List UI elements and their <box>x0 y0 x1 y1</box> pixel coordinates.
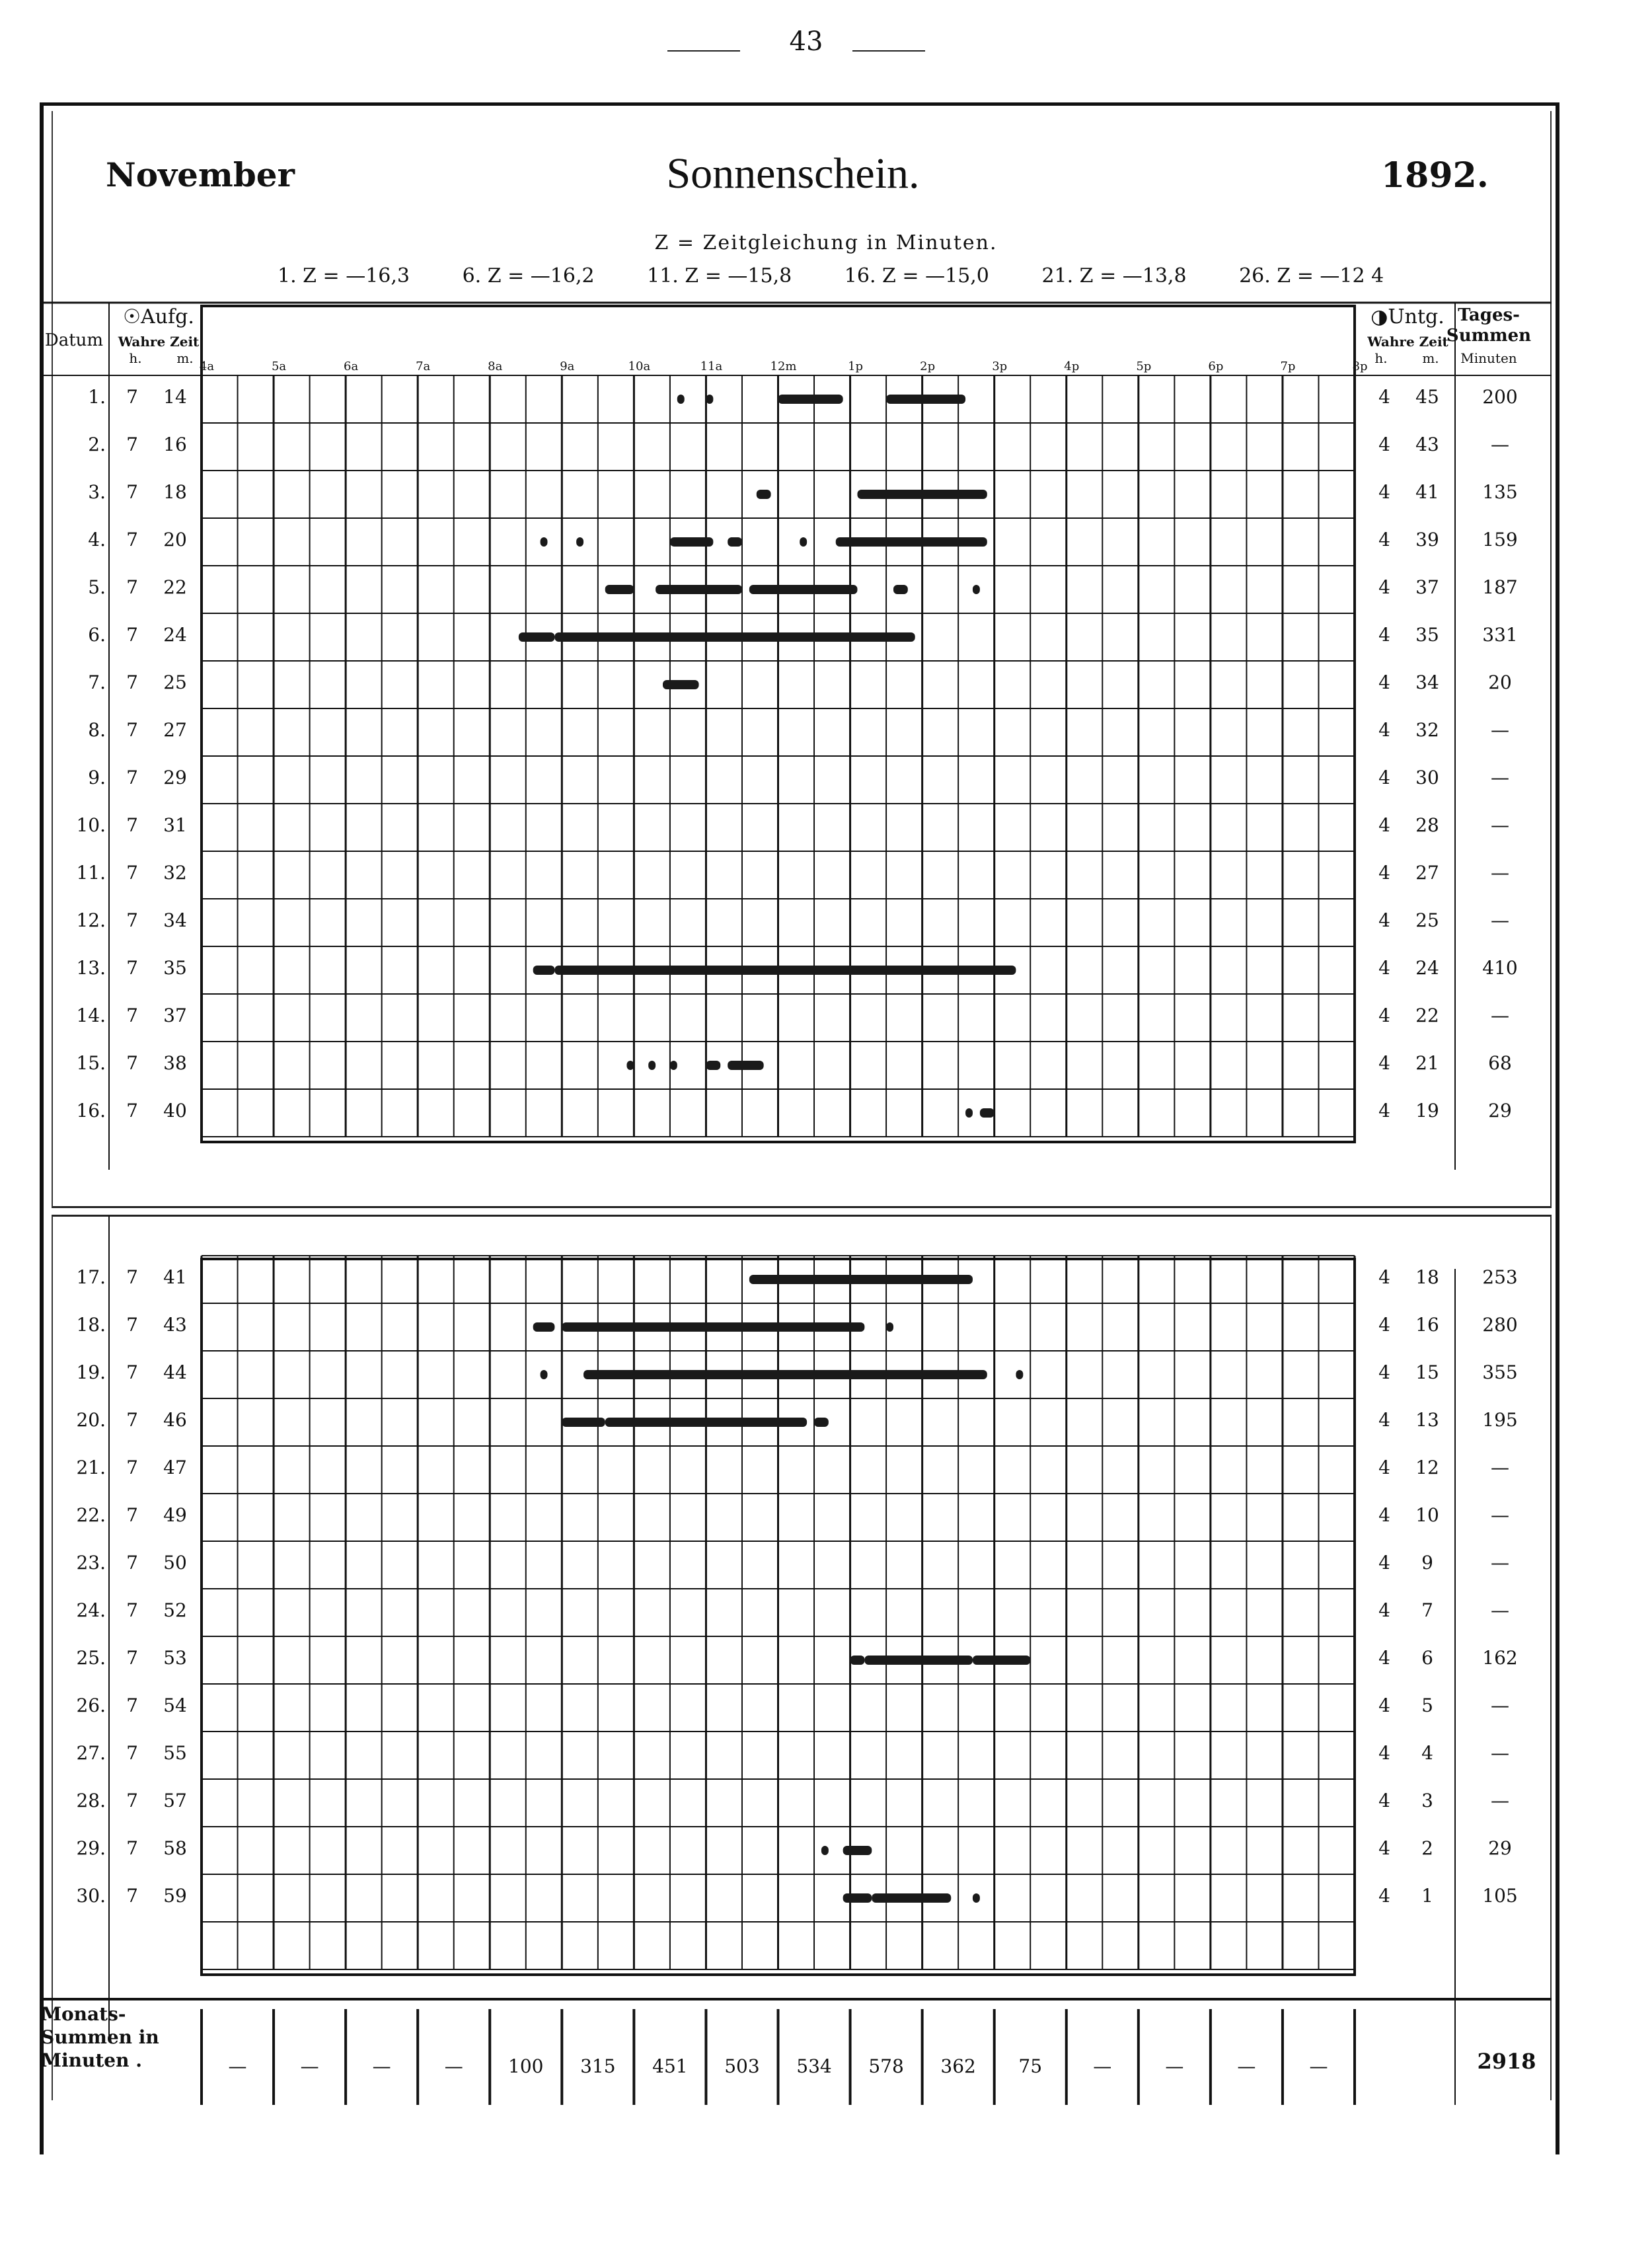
row-untergang-minute: 27 <box>1415 862 1439 884</box>
row-untergang-minute: 9 <box>1421 1552 1433 1574</box>
row-untergang-hour: 4 <box>1378 1790 1390 1811</box>
row-untergang-minute: 35 <box>1415 624 1439 646</box>
row-aufgang-hour: 7 <box>126 1885 138 1907</box>
wahre-zeit-header-left: Wahre Zeit <box>118 334 200 350</box>
row-untergang-minute: 34 <box>1415 671 1439 693</box>
row-aufgang-hour: 7 <box>126 767 138 788</box>
row-aufgang-hour: 7 <box>126 624 138 646</box>
row-untergang-minute: 21 <box>1415 1052 1439 1074</box>
row-datum: 30. <box>76 1885 106 1907</box>
hour-unit-right: h. <box>1374 350 1388 366</box>
hour-tick-label: 4a <box>199 360 215 373</box>
row-aufgang-hour: 7 <box>126 814 138 836</box>
row-aufgang-hour: 7 <box>126 1457 138 1478</box>
row-datum: 7. <box>88 671 106 693</box>
zeit-value: 16. Z = —15,0 <box>844 264 989 287</box>
row-untergang-hour: 4 <box>1378 576 1390 598</box>
sunshine-trace-segment <box>886 1322 893 1332</box>
row-aufgang-hour: 7 <box>126 1005 138 1026</box>
minuten-header: Minuten <box>1460 350 1517 366</box>
row-aufgang-minute: 27 <box>163 719 187 741</box>
zeit-value: 11. Z = —15,8 <box>647 264 792 287</box>
sunshine-trace-segment <box>605 1418 807 1427</box>
row-datum: 23. <box>76 1552 106 1574</box>
sunshine-trace-segment <box>648 1061 656 1070</box>
row-aufgang-hour: 7 <box>126 434 138 455</box>
hour-unit-left: h. <box>129 350 142 366</box>
row-tages-summe: — <box>1491 719 1509 741</box>
row-untergang-minute: 37 <box>1415 576 1439 598</box>
row-datum: 20. <box>76 1409 106 1431</box>
sunshine-trace-segment <box>576 537 583 547</box>
row-aufgang-hour: 7 <box>126 386 138 408</box>
row-aufgang-minute: 59 <box>163 1885 187 1907</box>
monats-summen-label: Monats-Summen in Minuten . <box>41 2003 159 2071</box>
sun-symbol-icon: ☉ <box>123 305 141 328</box>
hour-tick-label: 9a <box>560 360 575 373</box>
row-aufgang-hour: 7 <box>126 1647 138 1669</box>
row-untergang-hour: 4 <box>1378 1266 1390 1288</box>
row-untergang-minute: 4 <box>1421 1742 1433 1764</box>
monats-summe-value: — <box>444 2055 463 2077</box>
row-tages-summe: — <box>1491 767 1509 788</box>
row-aufgang-hour: 7 <box>126 671 138 693</box>
year-heading: 1892. <box>1381 155 1489 196</box>
sunshine-trace-segment <box>893 585 908 594</box>
sunshine-trace-segment <box>749 585 858 594</box>
row-datum: 12. <box>76 909 106 931</box>
monats-summe-value: — <box>372 2055 391 2077</box>
row-aufgang-minute: 43 <box>163 1314 187 1336</box>
row-aufgang-minute: 46 <box>163 1409 187 1431</box>
sunshine-trace-segment <box>821 1846 829 1855</box>
sunshine-trace-segment <box>857 490 987 499</box>
row-aufgang-minute: 40 <box>163 1100 187 1122</box>
row-datum: 8. <box>88 719 106 741</box>
minute-unit-left: m. <box>176 350 194 366</box>
row-aufgang-minute: 25 <box>163 671 187 693</box>
row-aufgang-minute: 18 <box>163 481 187 503</box>
row-datum: 4. <box>88 529 106 551</box>
row-aufgang-hour: 7 <box>126 1599 138 1621</box>
row-tages-summe: — <box>1491 814 1509 836</box>
row-aufgang-hour: 7 <box>126 529 138 551</box>
sunshine-trace-segment <box>533 1322 555 1332</box>
hour-tick-label: 5a <box>271 360 287 373</box>
sunshine-trace-segment <box>864 1656 973 1665</box>
row-datum: 24. <box>76 1599 106 1621</box>
row-aufgang-hour: 7 <box>126 1504 138 1526</box>
monats-summe-value: — <box>228 2055 247 2077</box>
wahre-zeit-header-right: Wahre Zeit <box>1367 334 1448 350</box>
row-tages-summe: 187 <box>1482 576 1518 598</box>
row-aufgang-minute: 50 <box>163 1552 187 1574</box>
row-aufgang-minute: 14 <box>163 386 187 408</box>
row-untergang-hour: 4 <box>1378 1885 1390 1907</box>
sunshine-trace-segment <box>541 537 548 547</box>
row-untergang-minute: 5 <box>1421 1695 1433 1716</box>
hour-tick-label: 12m <box>770 360 797 373</box>
row-tages-summe: 195 <box>1482 1409 1518 1431</box>
row-tages-summe: — <box>1491 1552 1509 1574</box>
row-datum: 18. <box>76 1314 106 1336</box>
row-aufgang-minute: 35 <box>163 957 187 979</box>
row-untergang-hour: 4 <box>1378 957 1390 979</box>
row-aufgang-minute: 24 <box>163 624 187 646</box>
hour-tick-label: 7a <box>416 360 431 373</box>
hour-tick-label: 8p <box>1352 360 1368 373</box>
zeit-value: 26. Z = —12 4 <box>1239 264 1384 287</box>
row-untergang-hour: 4 <box>1378 814 1390 836</box>
sunshine-trace-segment <box>656 585 742 594</box>
row-untergang-minute: 6 <box>1421 1647 1433 1669</box>
sunshine-trace-segment <box>670 1061 677 1070</box>
row-aufgang-minute: 44 <box>163 1361 187 1383</box>
row-aufgang-hour: 7 <box>126 862 138 884</box>
row-untergang-hour: 4 <box>1378 1314 1390 1336</box>
row-tages-summe: — <box>1491 1457 1509 1478</box>
hour-tick-label: 6p <box>1208 360 1224 373</box>
row-untergang-minute: 45 <box>1415 386 1439 408</box>
monats-summe-value: 578 <box>868 2055 904 2077</box>
row-aufgang-minute: 20 <box>163 529 187 551</box>
row-aufgang-minute: 47 <box>163 1457 187 1478</box>
row-aufgang-minute: 55 <box>163 1742 187 1764</box>
sunshine-trace-segment <box>850 1656 865 1665</box>
row-untergang-hour: 4 <box>1378 434 1390 455</box>
sunshine-trace-segment <box>1016 1370 1023 1379</box>
row-aufgang-hour: 7 <box>126 1552 138 1574</box>
monats-summe-value: 362 <box>940 2055 976 2077</box>
row-untergang-hour: 4 <box>1378 1837 1390 1859</box>
sunshine-trace-segment <box>973 585 980 594</box>
row-tages-summe: — <box>1491 1599 1509 1621</box>
sunshine-trace-segment <box>562 1418 605 1427</box>
row-untergang-hour: 4 <box>1378 529 1390 551</box>
row-aufgang-minute: 49 <box>163 1504 187 1526</box>
row-aufgang-hour: 7 <box>126 1100 138 1122</box>
hour-tick-label: 2p <box>920 360 936 373</box>
row-aufgang-minute: 57 <box>163 1790 187 1811</box>
monats-summe-value: — <box>300 2055 319 2077</box>
row-aufgang-hour: 7 <box>126 481 138 503</box>
row-aufgang-minute: 54 <box>163 1695 187 1716</box>
hour-tick-label: 8a <box>488 360 503 373</box>
row-untergang-minute: 41 <box>1415 481 1439 503</box>
hour-tick-label: 6a <box>344 360 359 373</box>
row-tages-summe: — <box>1491 434 1509 455</box>
hour-tick-label: 5p <box>1136 360 1152 373</box>
row-aufgang-minute: 31 <box>163 814 187 836</box>
row-tages-summe: 20 <box>1488 671 1512 693</box>
row-aufgang-minute: 38 <box>163 1052 187 1074</box>
row-datum: 17. <box>76 1266 106 1288</box>
row-untergang-hour: 4 <box>1378 671 1390 693</box>
row-aufgang-minute: 22 <box>163 576 187 598</box>
row-tages-summe: — <box>1491 909 1509 931</box>
sunshine-trace-segment <box>814 1418 829 1427</box>
row-datum: 9. <box>88 767 106 788</box>
monats-summen-total: 2918 <box>1477 2049 1536 2074</box>
row-untergang-minute: 24 <box>1415 957 1439 979</box>
row-aufgang-hour: 7 <box>126 1742 138 1764</box>
row-tages-summe: 105 <box>1482 1885 1518 1907</box>
row-untergang-minute: 10 <box>1415 1504 1439 1526</box>
sunshine-trace-segment <box>677 395 685 404</box>
monats-summe-value: — <box>1093 2055 1112 2077</box>
sunshine-trace-segment <box>541 1370 548 1379</box>
sunshine-trace-segment <box>605 585 634 594</box>
row-tages-summe: — <box>1491 1504 1509 1526</box>
row-untergang-minute: 39 <box>1415 529 1439 551</box>
row-datum: 22. <box>76 1504 106 1526</box>
row-aufgang-hour: 7 <box>126 1314 138 1336</box>
row-datum: 2. <box>88 434 106 455</box>
row-untergang-hour: 4 <box>1378 1742 1390 1764</box>
row-datum: 16. <box>76 1100 106 1122</box>
sunshine-trace-segment <box>583 1370 987 1379</box>
row-untergang-hour: 4 <box>1378 862 1390 884</box>
row-tages-summe: 280 <box>1482 1314 1518 1336</box>
monats-summe-value: — <box>1309 2055 1328 2077</box>
row-datum: 25. <box>76 1647 106 1669</box>
row-untergang-minute: 13 <box>1415 1409 1439 1431</box>
monats-summe-value: 75 <box>1018 2055 1043 2077</box>
row-aufgang-minute: 16 <box>163 434 187 455</box>
sunshine-trace-segment <box>872 1893 951 1903</box>
zeitgleichung-label: Z = Zeitgleichung in Minuten. <box>654 231 998 254</box>
row-datum: 19. <box>76 1361 106 1383</box>
hour-tick-label: 11a <box>700 360 723 373</box>
row-untergang-hour: 4 <box>1378 1005 1390 1026</box>
row-untergang-minute: 15 <box>1415 1361 1439 1383</box>
row-untergang-hour: 4 <box>1378 1361 1390 1383</box>
zeit-value: 1. Z = —16,3 <box>278 264 410 287</box>
row-untergang-hour: 4 <box>1378 1409 1390 1431</box>
row-tages-summe: 200 <box>1482 386 1518 408</box>
row-tages-summe: 355 <box>1482 1361 1518 1383</box>
row-untergang-hour: 4 <box>1378 481 1390 503</box>
row-aufgang-hour: 7 <box>126 1409 138 1431</box>
row-aufgang-minute: 32 <box>163 862 187 884</box>
row-tages-summe: 29 <box>1488 1100 1512 1122</box>
row-untergang-hour: 4 <box>1378 1100 1390 1122</box>
row-aufgang-hour: 7 <box>126 576 138 598</box>
row-aufgang-minute: 53 <box>163 1647 187 1669</box>
row-untergang-hour: 4 <box>1378 1647 1390 1669</box>
row-aufgang-hour: 7 <box>126 957 138 979</box>
zeit-value: 21. Z = —13,8 <box>1041 264 1187 287</box>
sunshine-trace-segment <box>670 537 713 547</box>
row-untergang-hour: 4 <box>1378 624 1390 646</box>
row-aufgang-hour: 7 <box>126 909 138 931</box>
row-tages-summe: 29 <box>1488 1837 1512 1859</box>
row-tages-summe: 135 <box>1482 481 1518 503</box>
monats-summe-value: 503 <box>724 2055 760 2077</box>
row-untergang-hour: 4 <box>1378 1552 1390 1574</box>
sunshine-trace-segment <box>706 395 713 404</box>
sunshine-trace-segment <box>965 1108 973 1118</box>
row-aufgang-minute: 37 <box>163 1005 187 1026</box>
row-tages-summe: 253 <box>1482 1266 1518 1288</box>
row-untergang-minute: 3 <box>1421 1790 1433 1811</box>
row-datum: 29. <box>76 1837 106 1859</box>
monats-summe-value: — <box>1165 2055 1184 2077</box>
row-untergang-minute: 7 <box>1421 1599 1433 1621</box>
row-aufgang-hour: 7 <box>126 1790 138 1811</box>
row-tages-summe: 331 <box>1482 624 1518 646</box>
row-aufgang-hour: 7 <box>126 1266 138 1288</box>
row-untergang-minute: 32 <box>1415 719 1439 741</box>
hour-tick-label: 4p <box>1064 360 1080 373</box>
minute-unit-right: m. <box>1422 350 1439 366</box>
row-untergang-hour: 4 <box>1378 1457 1390 1478</box>
monats-summe-value: 315 <box>580 2055 616 2077</box>
row-datum: 15. <box>76 1052 106 1074</box>
monats-summe-value: 100 <box>508 2055 544 2077</box>
row-untergang-hour: 4 <box>1378 767 1390 788</box>
datum-header: Datum <box>44 330 104 350</box>
row-aufgang-hour: 7 <box>126 1695 138 1716</box>
row-untergang-minute: 22 <box>1415 1005 1439 1026</box>
row-datum: 28. <box>76 1790 106 1811</box>
row-datum: 1. <box>88 386 106 408</box>
sunshine-trace-segment <box>980 1108 995 1118</box>
tages-summen-header: Tages-Summen <box>1446 305 1532 346</box>
row-untergang-hour: 4 <box>1378 386 1390 408</box>
page-number: 43 <box>789 26 823 57</box>
row-aufgang-hour: 7 <box>126 719 138 741</box>
row-untergang-minute: 19 <box>1415 1100 1439 1122</box>
row-aufgang-minute: 58 <box>163 1837 187 1859</box>
zeit-value: 6. Z = —16,2 <box>462 264 595 287</box>
sunshine-trace-segment <box>843 1846 872 1855</box>
sunshine-trace-segment <box>519 632 555 642</box>
sunshine-trace-segment <box>533 966 555 975</box>
sunshine-trace-segment <box>554 966 1016 975</box>
sunshine-trace-segment <box>800 537 807 547</box>
row-tages-summe: — <box>1491 1695 1509 1716</box>
sunshine-trace-segment <box>749 1275 973 1284</box>
row-datum: 3. <box>88 481 106 503</box>
row-untergang-minute: 43 <box>1415 434 1439 455</box>
row-tages-summe: — <box>1491 1790 1509 1811</box>
row-datum: 11. <box>76 862 106 884</box>
hour-tick-label: 10a <box>628 360 651 373</box>
row-untergang-hour: 4 <box>1378 1052 1390 1074</box>
row-tages-summe: 68 <box>1488 1052 1512 1074</box>
sunshine-trace-segment <box>663 680 699 689</box>
row-untergang-minute: 28 <box>1415 814 1439 836</box>
row-aufgang-hour: 7 <box>126 1052 138 1074</box>
row-aufgang-minute: 34 <box>163 909 187 931</box>
row-datum: 13. <box>76 957 106 979</box>
sunshine-trace-segment <box>706 1061 720 1070</box>
row-tages-summe: — <box>1491 1005 1509 1026</box>
row-aufgang-minute: 41 <box>163 1266 187 1288</box>
hour-tick-label: 7p <box>1280 360 1296 373</box>
row-datum: 6. <box>88 624 106 646</box>
row-aufgang-hour: 7 <box>126 1361 138 1383</box>
sunshine-trace-segment <box>757 490 771 499</box>
sunset-symbol-icon: ◑ <box>1370 305 1388 328</box>
row-untergang-hour: 4 <box>1378 1695 1390 1716</box>
row-untergang-hour: 4 <box>1378 1504 1390 1526</box>
aufgang-label: Aufg. <box>141 305 194 328</box>
sunshine-trace-segment <box>626 1061 634 1070</box>
row-aufgang-minute: 52 <box>163 1599 187 1621</box>
sunshine-trace-segment <box>554 632 915 642</box>
row-untergang-minute: 25 <box>1415 909 1439 931</box>
sunshine-trace-segment <box>778 395 843 404</box>
sunshine-trace-segment <box>728 1061 764 1070</box>
row-tages-summe: 162 <box>1482 1647 1518 1669</box>
monats-summe-value: 534 <box>796 2055 832 2077</box>
row-untergang-minute: 18 <box>1415 1266 1439 1288</box>
row-tages-summe: — <box>1491 862 1509 884</box>
row-tages-summe: 410 <box>1482 957 1518 979</box>
sunshine-trace-segment <box>843 1893 872 1903</box>
page-title: Sonnenschein. <box>666 149 920 198</box>
row-tages-summe: 159 <box>1482 529 1518 551</box>
row-datum: 21. <box>76 1457 106 1478</box>
row-untergang-hour: 4 <box>1378 909 1390 931</box>
row-datum: 5. <box>88 576 106 598</box>
row-datum: 27. <box>76 1742 106 1764</box>
row-datum: 26. <box>76 1695 106 1716</box>
monats-summe-value: — <box>1237 2055 1256 2077</box>
sunshine-trace-segment <box>836 537 987 547</box>
row-datum: 10. <box>76 814 106 836</box>
monats-summe-value: 451 <box>652 2055 688 2077</box>
sunshine-trace-segment <box>886 395 965 404</box>
hour-tick-label: 1p <box>848 360 864 373</box>
row-untergang-minute: 1 <box>1421 1885 1433 1907</box>
row-untergang-minute: 30 <box>1415 767 1439 788</box>
sunshine-trace-segment <box>973 1893 980 1903</box>
row-untergang-minute: 12 <box>1415 1457 1439 1478</box>
row-aufgang-minute: 29 <box>163 767 187 788</box>
sunshine-trace-segment <box>728 537 742 547</box>
row-datum: 14. <box>76 1005 106 1026</box>
row-untergang-minute: 16 <box>1415 1314 1439 1336</box>
row-untergang-minute: 2 <box>1421 1837 1433 1859</box>
sunshine-trace-segment <box>562 1322 864 1332</box>
untergang-label: Untg. <box>1388 305 1445 328</box>
row-aufgang-hour: 7 <box>126 1837 138 1859</box>
sunshine-trace-segment <box>973 1656 1030 1665</box>
month-heading: November <box>106 155 295 194</box>
row-untergang-hour: 4 <box>1378 1599 1390 1621</box>
row-untergang-hour: 4 <box>1378 719 1390 741</box>
hour-tick-label: 3p <box>992 360 1008 373</box>
row-tages-summe: — <box>1491 1742 1509 1764</box>
